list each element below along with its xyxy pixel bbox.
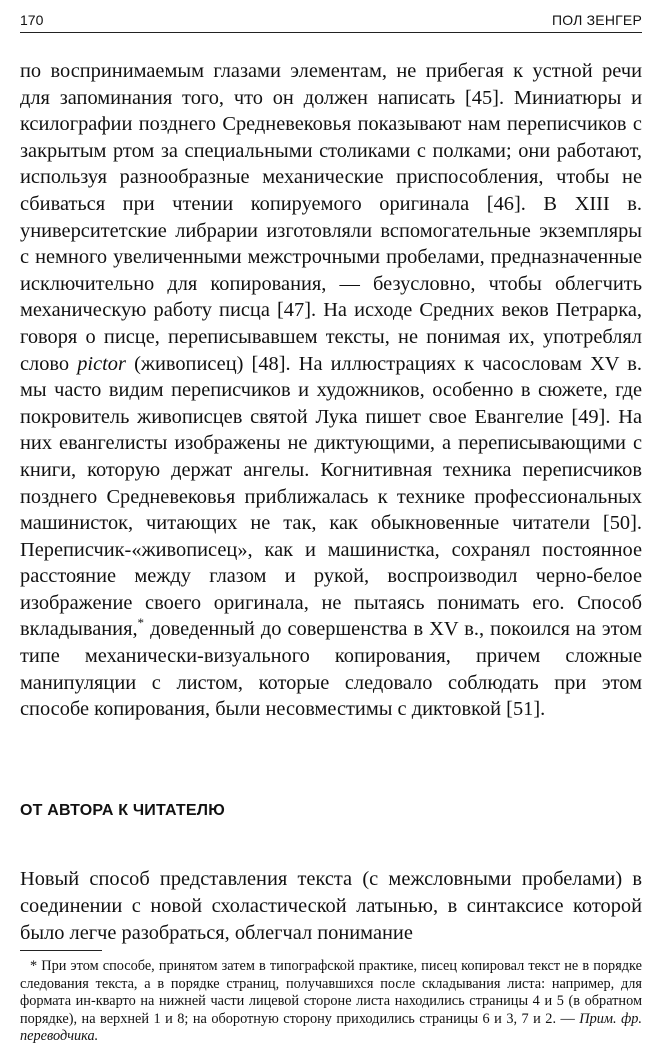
section-text-block [20, 846, 642, 967]
body-text-segment: по воспринимаемым глазами элементам, не прибегая к устной речи для запоминания того, что он должен написать [45]. Миниатюры и ксилографии позднего Средневековья показывают нам переписчиков с закрытым ртом за специальными столиками с полками; они работают, используя разнообразные механические приспособления, чтобы не сбиваться при чтении копируемого оригинала [46]. В XIII в. университетские либрарии изготовляли вспомогательные экземпляры с немного увеличенными межстрочными пробелами, предназначенные исключительно для копирования, — безусловно, чтобы облегчить механическую работу писца [47]. На исходе Средних веков Петрарка, говоря о писце, переписывавшем тексты, не понимая их, употреблял слово [20, 60, 642, 375]
footnote-divider [20, 950, 102, 951]
running-title: ПОЛ ЗЕНГЕР [551, 12, 642, 28]
body-paragraph [20, 58, 642, 723]
book-page [20, 0, 642, 1064]
main-text-block [20, 58, 642, 723]
page-number: 170 [20, 12, 44, 28]
section-heading: ОТ АВТОРА К ЧИТАТЕЛЮ [20, 802, 225, 819]
footnote [20, 958, 642, 1046]
footnote-marker: * [137, 615, 145, 631]
italic-term: pictor [77, 352, 126, 375]
body-text-segment: доведенный до совершенства в XV в., покоился на этом типе механически-визуального копирования, причем сложные манипуляции с листом, которые следовало соблюдать при этом способе копирования, были несовместимы с диктовкой [51]. [20, 618, 642, 721]
footnote-text: * При этом способе, принятом затем в типографской практике, писец копировал текст не в порядке следования текста, а в порядке страниц, получавшихся после складывания листа: например, для формата ин-кварто на нижней части лицевой стороне листа находились страницы 4 и 5 (в обратном порядке), на верхней 1 и 8; на оборотную сторону приходились страницы 6 и 3, 7 и 2. — [20, 958, 642, 1027]
section-paragraph: Новый способ представления текста (с межсловными пробелами) в соединении с новой схоластической латынью, в синтаксисе которой было легче разобраться, облегчал понимание [20, 868, 642, 944]
running-head [20, 8, 642, 33]
translator-note: Прим. фр. переводчика. [20, 1010, 642, 1045]
body-text-segment: (живописец) [48]. На иллюстрациях к часословам XV в. мы часто видим переписчиков и художников, особенно в сюжете, где покровитель живописцев святой Лука пишет свое Евангелие [49]. На них евангелисты изображены не диктующими, а переписывающими с книги, которую держат ангелы. Когнитивная техника переписчиков позднего Средневековья приближалась к технике профессиональных машинисток, читающих не так, как обыкновенные читатели [50]. Переписчик-«живописец», как и машинистка, сохранял постоянное расстояние между глазом и рукой, воспроизводил черно-белое изображение своего оригинала, не пытаясь понимать его. Способ вкладывания, [20, 352, 642, 641]
